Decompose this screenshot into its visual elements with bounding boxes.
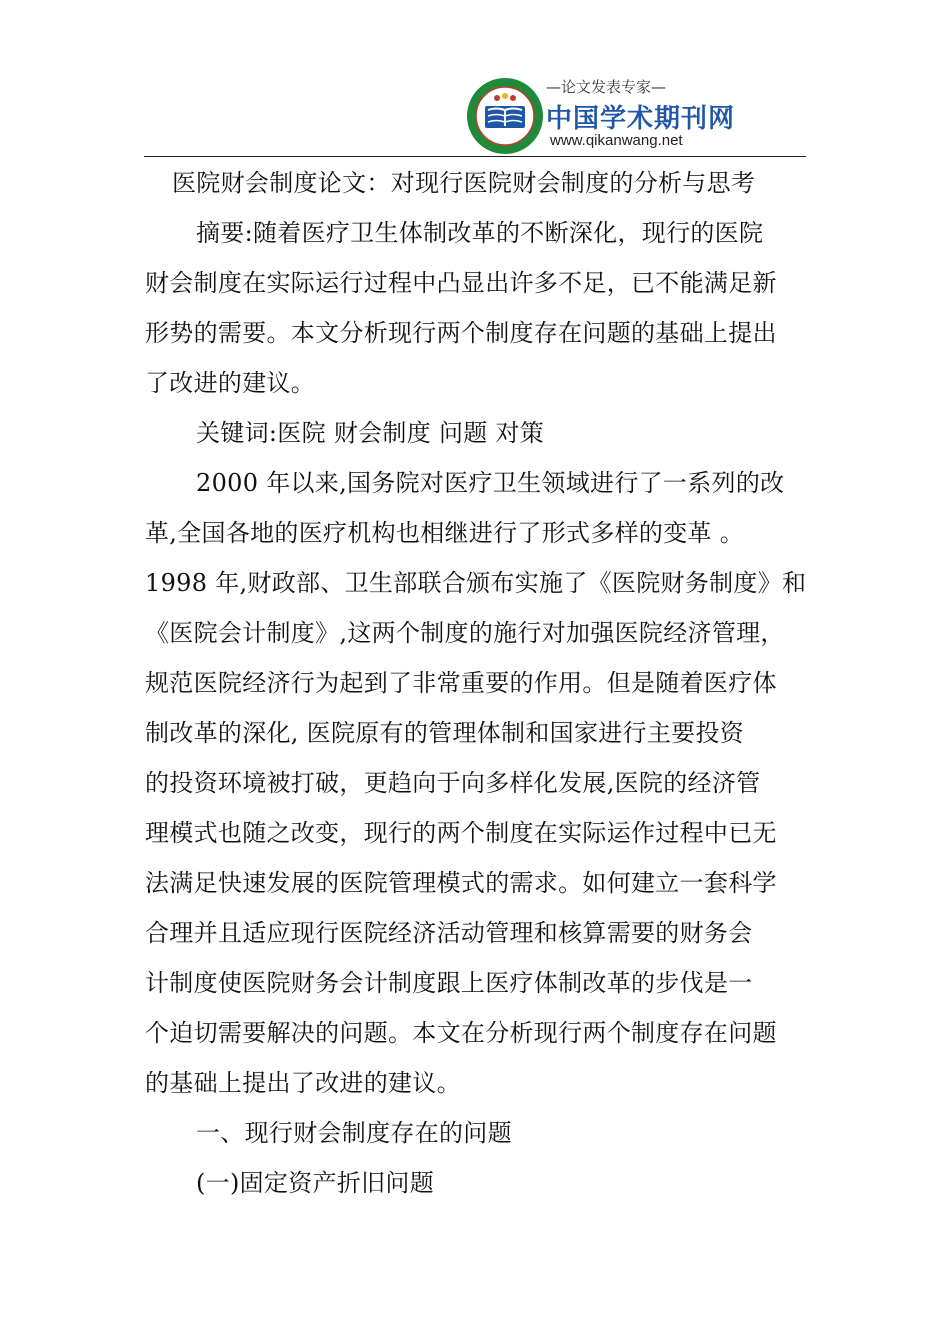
body-line: 理模式也随之改变，现行的两个制度在实际运作过程中已无	[145, 819, 777, 847]
keywords-line: 关键词:医院 财会制度 问题 对策	[196, 419, 545, 447]
site-header	[460, 70, 736, 156]
body-line: 个迫切需要解决的问题。本文在分析现行两个制度存在问题	[145, 1019, 777, 1047]
section-heading: 一、现行财会制度存在的问题	[196, 1119, 512, 1147]
abstract-line: 形势的需要。本文分析现行两个制度存在问题的基础上提出	[145, 319, 777, 347]
body-line: 计制度使医院财务会计制度跟上医疗体制改革的步伐是一	[145, 969, 753, 997]
body-line: 规范医院经济行为起到了非常重要的作用。但是随着医疗体	[145, 669, 777, 697]
abstract-line: 财会制度在实际运行过程中凸显出许多不足，已不能满足新	[145, 269, 777, 297]
body-line: 《医院会计制度》,这两个制度的施行对加强医院经济管理，	[145, 619, 785, 647]
body-line: 2000 年以来,国务院对医疗卫生领域进行了一系列的改	[196, 469, 785, 497]
subsection-heading: (一)固定资产折旧问题	[196, 1169, 435, 1197]
body-line: 的投资环境被打破，更趋向于向多样化发展,医院的经济管	[145, 769, 761, 797]
journal-seal-logo	[465, 76, 545, 156]
logo-brand-name: 中国学术期刊网	[546, 104, 736, 134]
header-divider	[144, 156, 806, 157]
body-line: 的基础上提出了改进的建议。	[145, 1069, 461, 1097]
abstract-line: 了改进的建议。	[145, 369, 316, 397]
body-line: 1998 年,财政部、卫生部联合颁布实施了《医院财务制度》和	[145, 569, 807, 597]
document-title: 医院财会制度论文：对现行医院财会制度的分析与思考	[172, 169, 756, 197]
body-line: 合理并且适应现行医院经济活动管理和核算需要的财务会	[145, 919, 753, 947]
logo-url: www.qikanwang.net	[550, 132, 683, 149]
body-line: 革,全国各地的医疗机构也相继进行了形式多样的变革 。	[145, 519, 745, 547]
abstract-line: 摘要:随着医疗卫生体制改革的不断深化，现行的医院	[196, 219, 764, 247]
body-line: 制改革的深化, 医院原有的管理体制和国家进行主要投资	[145, 719, 745, 747]
logo-tagline: —论文发表专家—	[546, 78, 667, 96]
body-line: 法满足快速发展的医院管理模式的需求。如何建立一套科学	[145, 869, 777, 897]
